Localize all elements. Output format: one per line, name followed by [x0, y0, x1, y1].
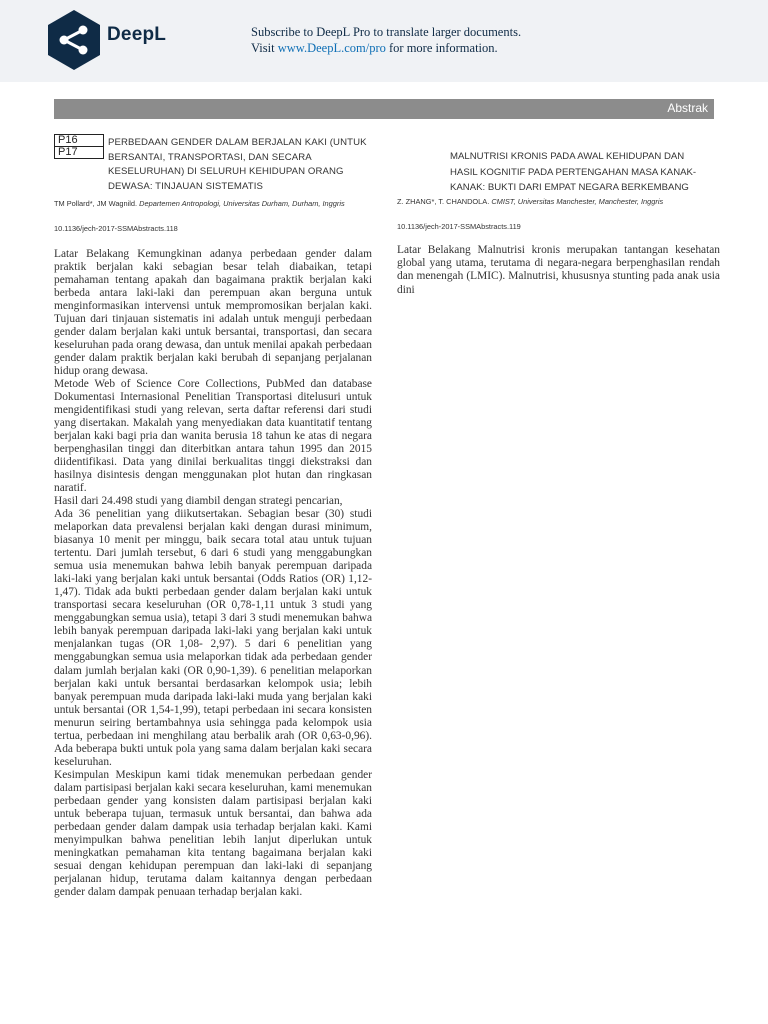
left-author-affiliation: Departemen Antropologi, Universitas Durham, Durham, Inggris: [139, 199, 345, 208]
left-conclusion-paragraph: Kesimpulan Meskipun kami tidak menemukan perbedaan gender dalam partisipasi berjalan kaki secara keseluruhan, kami menemukan perbedaan gender yang konsisten dalam partisipasi berjalan kaki untuk beberapa tujuan, termasuk untuk bersantai, dan bahwa ada perbedaan gender dalam dampak usia terhadap berjalan kaki. Kami menyimpulkan bahwa penelitian lebih lanjut diperlukan untuk meningkatkan pemahaman kita tentang bagaimana berjalan kaki sesuai dengan kehidupan perempuan dan laki-laki di sepanjang perjalanan hidup, terutama dalam kaitannya dengan perbedaan gender dalam dampak penuaan terhadap berjalan kaki.: [54, 768, 372, 898]
section-header-bar: [54, 99, 714, 119]
left-abstract-body: [54, 248, 372, 899]
left-abstract-authors: [54, 199, 345, 208]
section-label: Abstrak: [667, 101, 708, 115]
promo-line-2: [251, 40, 521, 56]
left-results-paragraph: Ada 36 penelitian yang diikutsertakan. Sebagian besar (30) studi melaporkan data prevalensi berjalan kaki dengan durasi minimum, biasanya 10 menit per minggu, baik secara total atau untuk tujuan tertentu. Dari jumlah tersebut, 6 dari 6 studi yang menggabungkan semua usia menemukan bahwa lebih banyak perempuan daripada laki-laki yang berjalan kaki untuk bersantai (Odds Ratios (OR) 1,12-1,47). Tidak ada bukti perbedaan gender dalam berjalan kaki untuk transportasi secara keseluruhan (OR 0,78-1,11 untuk 3 studi yang menggabungkan semua usia), tetapi 3 dari 3 studi menemukan bahwa lebih banyak perempuan daripada laki-laki yang berjalan kaki untuk menjalankan tugas (OR 1,08- 2,97). 5 dari 6 penelitian yang menggabungkan semua usia melaporkan tidak ada perbedaan gender dalam jumlah berjalan kaki (OR 0,90-1,39). 6 penelitian melaporkan berjalan kaki untuk bersantai berdasarkan kelompok usia; lebih banyak perempuan muda daripada laki-laki muda yang berjalan kaki untuk bersantai (OR 1,54-1,99), tetapi perbedaan ini secara konsisten menurun seiring bertambahnya usia sehingga pada kelompok usia tertua, perbedaan ini menghilang atau berbalik arah (OR 0,63-0,96). Ada beberapa bukti untuk pola yang sama dalam berjalan kaki secara keseluruhan.: [54, 508, 372, 768]
left-author-names: TM Pollard*, JM Wagnild.: [54, 199, 138, 208]
left-abstract-title: PERBEDAAN GENDER DALAM BERJALAN KAKI (UNTUK BERSANTAI, TRANSPORTASI, DAN SECARA KESELURUHAN) DI SELURUH KEHIDUPAN ORANG DEWASA: TINJAUAN SISTEMATIS: [108, 137, 367, 192]
abstract-code-p17: P17: [54, 147, 104, 159]
right-abstract-authors: [397, 197, 663, 206]
left-abstract-doi: 10.1136/jech-2017-SSMAbstracts.118: [54, 224, 178, 233]
left-background-paragraph: Latar Belakang Kemungkinan adanya perbedaan gender dalam praktik berjalan kaki sebagian besar telah diabaikan, tetapi pemahaman tentang apakah dan bagaimana praktik berjalan kaki berbeda antara laki-laki dan perempuan akan berguna untuk menginformasikan intervensi untuk mempromosikan berjalan kaki. Tujuan dari tinjauan sistematis ini adalah untuk menguji perbedaan gender dalam berjalan kaki untuk bersantai, transportasi, dan secara keseluruhan pada orang dewasa, dan untuk menilai apakah perbedaan gender dalam praktik berjalan kaki berubah di sepanjang perjalanan hidup orang dewasa.: [54, 248, 372, 378]
right-author-affiliation: CMIST, Universitas Manchester, Manchester, Inggris: [491, 197, 664, 206]
abstract-code-boxes: [54, 134, 104, 159]
deepl-pro-link[interactable]: www.DeepL.com/pro: [277, 41, 386, 55]
deepl-logo-icon[interactable]: [48, 10, 100, 70]
left-results-lead: Hasil dari 24.498 studi yang diambil dengan strategi pencarian,: [54, 495, 343, 508]
right-abstract-doi: 10.1136/jech-2017-SSMAbstracts.119: [397, 222, 521, 231]
right-abstract-body: [397, 244, 720, 297]
right-background-paragraph: Latar Belakang Malnutrisi kronis merupakan tantangan kesehatan global yang utama, terutama di negara-negara berpenghasilan rendah dan menengah (LMIC). Malnutrisi, khususnya stunting pada anak usia dini: [397, 244, 720, 296]
promo-visit-text: Visit: [251, 41, 275, 55]
promo-message: [251, 24, 521, 56]
promo-line-1: Subscribe to DeepL Pro to translate larger documents.: [251, 25, 522, 39]
deepl-logo-text[interactable]: DeepL: [107, 24, 167, 45]
right-author-names: Z. ZHANG*, T. CHANDOLA.: [397, 197, 490, 206]
promo-info-text: for more information.: [389, 41, 498, 55]
right-abstract-title: MALNUTRISI KRONIS PADA AWAL KEHIDUPAN DAN HASIL KOGNITIF PADA PERTENGAHAN MASA KANAK-KANAK: BUKTI DARI EMPAT NEGARA BERKEMBANG: [450, 151, 697, 193]
deepl-promo-banner: [0, 0, 768, 82]
left-methods-paragraph: Metode Web of Science Core Collections, PubMed dan database Dokumentasi Internasional Penelitian Transportasi ditelusuri untuk mengidentifikasi studi yang relevan, serta daftar referensi dari studi yang disertakan. Makalah yang menyediakan data kuantitatif tentang berjalan kaki bagi pria dan wanita berusia 18 tahun ke atas di negara berpenghasilan tinggi dan diterbitkan antara tahun 1995 dan 2015 diidentifikasi. Data yang dinilai berkualitas tinggi diekstraksi dan hasilnya disintesis dengan menggunakan plot hutan dan ringkasan naratif.: [54, 378, 372, 495]
abstract-code-p16: P16: [54, 134, 104, 147]
